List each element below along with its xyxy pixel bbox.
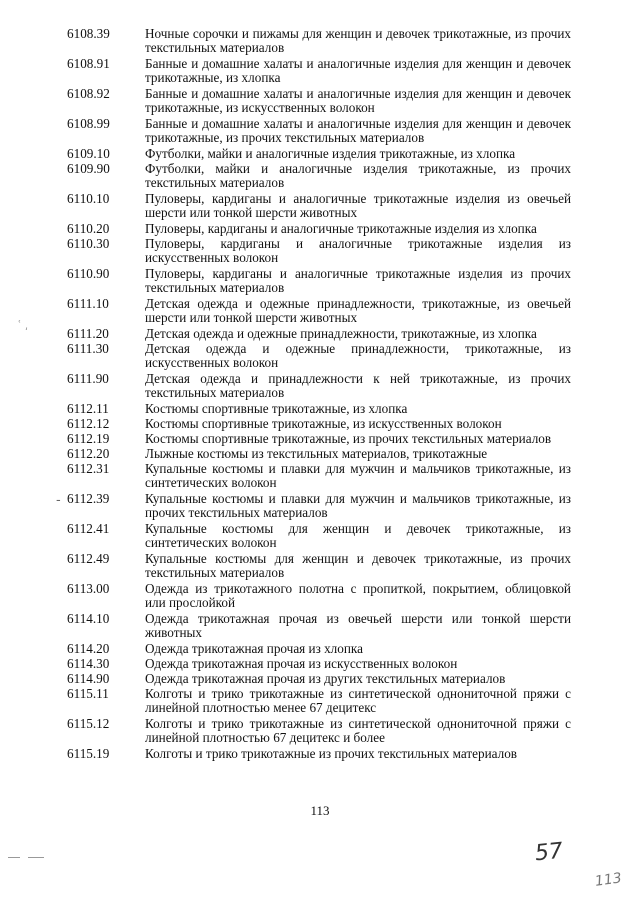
entry-code: 6112.11 — [67, 401, 109, 416]
scan-mark: - — [56, 493, 61, 508]
entry-code: 6110.10 — [67, 191, 110, 206]
entry-code: 6108.39 — [67, 26, 110, 41]
entry-description: Одежда трикотажная прочая из других текстильных материалов — [145, 671, 506, 686]
entry-code: 6114.20 — [67, 641, 110, 656]
entry-description: Купальные костюмы для женщин и девочек трикотажные, из синтетических волокон — [145, 521, 571, 550]
entry-code: 6110.30 — [67, 236, 110, 251]
entry-code: 6109.90 — [67, 161, 110, 176]
entry-code: 6108.92 — [67, 86, 110, 101]
entry-description: Футболки, майки и аналогичные изделия трикотажные, из прочих текстильных материалов — [145, 161, 571, 190]
entry-description: Одежда из трикотажного полотна с пропиткой, покрытием, облицовкой или прослойкой — [145, 581, 571, 610]
entry-description: Одежда трикотажная прочая из искусственных волокон — [145, 656, 458, 671]
entry-description: Купальные костюмы для женщин и девочек трикотажные, из прочих текстильных материалов — [145, 551, 571, 580]
entry-code: 6114.90 — [67, 671, 110, 686]
page-number: 113 — [310, 803, 330, 818]
entry-description: Купальные костюмы и плавки для мужчин и мальчиков трикотажные, из синтетических волокон — [145, 461, 571, 490]
entry-description: Костюмы спортивные трикотажные, из хлопка — [145, 401, 408, 416]
entry-code: 6114.30 — [67, 656, 110, 671]
entry-description: Детская одежда и принадлежности к ней трикотажные, из прочих текстильных материалов — [145, 371, 571, 400]
entry-description: Лыжные костюмы из текстильных материалов, трикотажные — [145, 446, 488, 461]
entry-code: 6113.00 — [67, 581, 110, 596]
entry-code: 6111.20 — [67, 326, 109, 341]
entry-code: 6115.12 — [67, 716, 110, 731]
handwritten-sheet-number: 57 — [533, 838, 565, 867]
entry-code: 6108.91 — [67, 56, 110, 71]
handwritten-faint-number: 113 — [594, 870, 623, 890]
entry-description: Банные и домашние халаты и аналогичные изделия для женщин и девочек трикотажные, из хлопка — [145, 56, 571, 85]
entry-description: Купальные костюмы и плавки для мужчин и мальчиков трикотажные, из прочих текстильных материалов — [145, 491, 571, 520]
scan-dash — [8, 857, 20, 858]
entry-description: Банные и домашние халаты и аналогичные изделия для женщин и девочек трикотажные, из прочих текстильных материалов — [145, 116, 571, 145]
entry-description: Одежда трикотажная прочая из хлопка — [145, 641, 363, 656]
entry-description: Детская одежда и одежные принадлежности, трикотажные, из искусственных волокон — [145, 341, 571, 370]
entry-description: Колготы и трико трикотажные из синтетической однониточной пряжи с линейной плотностью менее 67 децитекс — [145, 686, 571, 715]
entry-code: 6108.99 — [67, 116, 110, 131]
entry-code: 6112.39 — [67, 491, 110, 506]
entry-code: 6112.41 — [67, 521, 110, 536]
entry-code: 6112.20 — [67, 446, 110, 461]
entry-description: Пуловеры, кардиганы и аналогичные трикотажные изделия из прочих текстильных материалов — [145, 266, 571, 295]
entry-code: 6111.90 — [67, 371, 109, 386]
scan-mark: ʿ ͵ — [18, 318, 28, 331]
entry-description: Банные и домашние халаты и аналогичные изделия для женщин и девочек трикотажные, из искусственных волокон — [145, 86, 571, 115]
entry-code: 6110.90 — [67, 266, 110, 281]
entry-code: 6112.19 — [67, 431, 110, 446]
entry-code: 6110.20 — [67, 221, 110, 236]
entry-code: 6111.10 — [67, 296, 109, 311]
entry-description: Костюмы спортивные трикотажные, из прочих текстильных материалов — [145, 431, 552, 446]
entry-description: Футболки, майки и аналогичные изделия трикотажные, из хлопка — [145, 146, 516, 161]
scan-dash — [28, 857, 44, 858]
entry-code: 6112.49 — [67, 551, 110, 566]
entry-code: 6112.31 — [67, 461, 110, 476]
entry-code: 6114.10 — [67, 611, 110, 626]
entry-description: Одежда трикотажная прочая из овечьей шерсти или тонкой шерсти животных — [145, 611, 571, 640]
entry-description: Пуловеры, кардиганы и аналогичные трикотажные изделия из овечьей шерсти или тонкой шерсти животных — [145, 191, 571, 220]
entry-code: 6111.30 — [67, 341, 109, 356]
entry-description: Колготы и трико трикотажные из прочих текстильных материалов — [145, 746, 518, 761]
entry-description: Пуловеры, кардиганы и аналогичные трикотажные изделия из хлопка — [145, 221, 537, 236]
entry-code: 6115.19 — [67, 746, 110, 761]
entry-description: Костюмы спортивные трикотажные, из искусственных волокон — [145, 416, 502, 431]
entry-description: Колготы и трико трикотажные из синтетической однониточной пряжи с линейной плотностью 67 децитекс и более — [145, 716, 571, 745]
entry-code: 6109.10 — [67, 146, 110, 161]
entry-description: Ночные сорочки и пижамы для женщин и девочек трикотажные, из прочих текстильных материалов — [145, 26, 571, 55]
entry-description: Детская одежда и одежные принадлежности, трикотажные, из овечьей шерсти или тонкой шерсти животных — [145, 296, 571, 325]
entry-description: Детская одежда и одежные принадлежности, трикотажные, из хлопка — [145, 326, 537, 341]
entry-code: 6115.11 — [67, 686, 109, 701]
entry-description: Пуловеры, кардиганы и аналогичные трикотажные изделия из искусственных волокон — [145, 236, 571, 265]
entry-code: 6112.12 — [67, 416, 110, 431]
